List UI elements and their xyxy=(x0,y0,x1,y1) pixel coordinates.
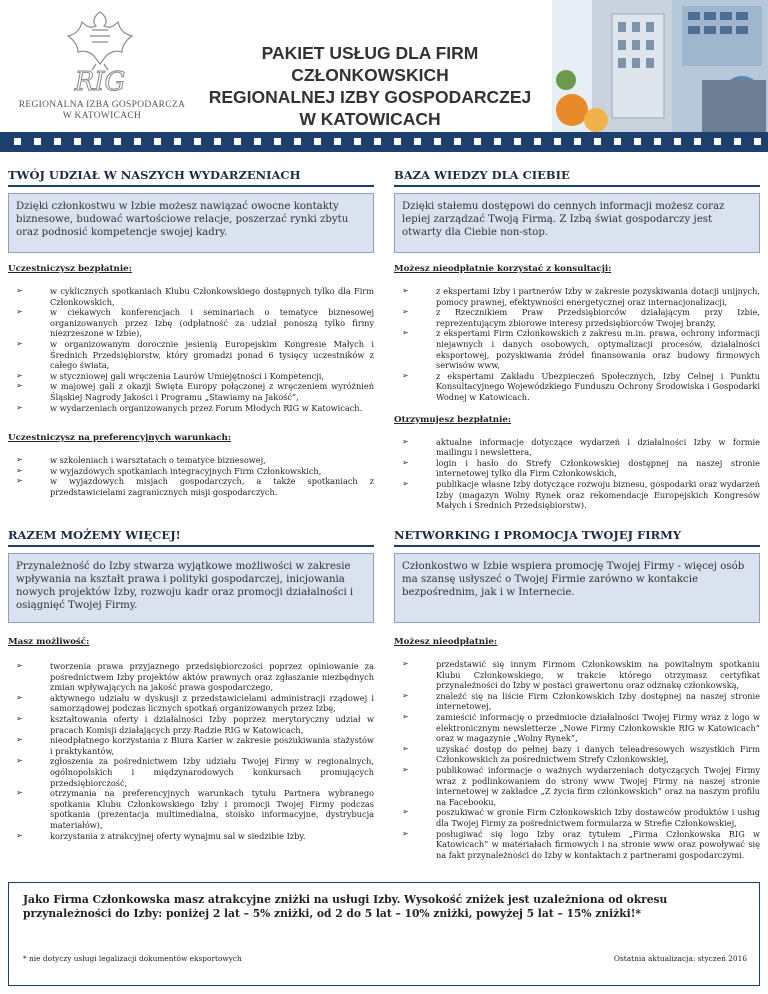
list-item-text: w cyklicznych spotkaniach Klubu Członkowskiego dostępnych tylko dla Firm Członkowskich, xyxy=(50,286,374,307)
list-item xyxy=(8,286,374,307)
list-item xyxy=(8,307,374,339)
list-item xyxy=(394,286,760,307)
band-square xyxy=(754,138,761,145)
section-intro: Członkostwo w Izbie wspiera promocję Twojej Firmy - więcej osób ma szansę usłyszeć o Twojej Firmie zarówno w kontakcie bezpośrednim, jak i w Internecie. xyxy=(394,553,760,623)
arrow-bullet-icon: ➢ xyxy=(402,743,409,753)
band-square xyxy=(174,138,181,145)
bullet-list xyxy=(394,659,760,860)
list-item-text: posługiwać się logo Izby oraz tytułem „Firma Członkowska RIG w Katowicach” w materiałach firmowych i na stronie www oraz powoływać się na fakt przynależności do Izby w kontaktach z partnerami gospodarczymi. xyxy=(436,828,760,860)
section-intro: Dzięki członkostwu w Izbie możesz nawiązać owocne kontakty biznesowe, budować wartościowe relacje, poszerzać rynki zbytu oraz podnosić kompetencje swojej kadry. xyxy=(8,193,374,253)
list-item-text: w wydarzeniach organizowanych przez Forum Młodych RIG w Katowicach. xyxy=(50,402,363,413)
arrow-bullet-icon: ➢ xyxy=(402,286,409,295)
list-item xyxy=(394,691,760,712)
subheading: Otrzymujesz bezpłatnie: xyxy=(394,414,512,425)
section-intro: Dzięki stałemu dostępowi do cennych informacji możesz coraz lepiej zarządzać Twoją Firmą. Z Izbą świat gospodarczy jest otwarty dla Ciebie non-stop. xyxy=(394,193,760,253)
arrow-bullet-icon: ➢ xyxy=(16,381,23,391)
list-item-text: login i hasło do Strefy Członkowskiej dostępnej na naszej stronie internetowej tylko dla Firm Członkowskich, xyxy=(436,457,760,479)
list-item xyxy=(8,693,374,714)
list-item-text: w majowej gali z okazji Święta Europy połączonej z wręczeniem wyróżnień Śląskiej Nagrody Jakości i Programu „Stawiamy na Jakość”, xyxy=(50,381,374,402)
section-knowledge xyxy=(394,168,760,511)
list-item-text: korzystania z atrakcyjnej oferty wynajmu sal w siedzibie Izby. xyxy=(50,830,306,841)
list-item xyxy=(394,829,760,861)
list-item-text: kształtowania oferty i działalności Izby poprzez merytoryczny udział w pracach Komisji działających przy Radzie RIG w Katowicach, xyxy=(50,713,374,735)
list-item xyxy=(394,479,760,511)
list-item xyxy=(8,371,374,382)
band-square xyxy=(434,138,441,145)
divider-band xyxy=(0,132,768,152)
subheading: Uczestniczysz na preferencyjnych warunkach: xyxy=(8,433,232,444)
section-title: RAZEM MOŻEMY WIĘCEJ! xyxy=(8,528,374,547)
list-item xyxy=(8,661,374,693)
section-title: TWÓJ UDZIAŁ W NASZYCH WYDARZENIACH xyxy=(8,168,374,187)
list-item xyxy=(394,712,760,744)
arrow-bullet-icon: ➢ xyxy=(402,807,409,817)
list-item-text: w styczniowej gali wręczenia Laurów Umiejętności i Kompetencji, xyxy=(50,370,325,381)
arrow-bullet-icon: ➢ xyxy=(16,455,23,465)
header-photo-collage xyxy=(552,0,768,132)
band-square xyxy=(594,138,601,145)
list-item xyxy=(8,714,374,735)
page-header xyxy=(0,0,768,132)
list-item xyxy=(394,659,760,691)
arrow-bullet-icon: ➢ xyxy=(402,328,409,338)
list-item-text: w szkoleniach i warsztatach o tematyce biznesowej, xyxy=(50,455,266,466)
arrow-bullet-icon: ➢ xyxy=(16,661,23,670)
list-item-text: zamieścić informację o przedmiocie działalności Twojej Firmy wraz z logo w elektronicznym newsletterze „Nowe Firmy Członkowskie RIG w Katowicach” oraz w magazynie „Wolny Rynek”, xyxy=(436,711,760,744)
list-item xyxy=(394,458,760,479)
list-item xyxy=(8,339,374,371)
band-square xyxy=(534,138,541,145)
list-item-text: z Rzecznikiem Praw Przedsiębiorców działającym przy Izbie, reprezentującym zbiorowe interesy przedsiębiorców Twojej branży, xyxy=(436,307,760,328)
list-item xyxy=(394,437,760,458)
band-square xyxy=(254,138,261,145)
band-square xyxy=(354,138,361,145)
list-item-text: poszukiwać w gronie Firm Członkowskich Izby dostawców produktów i usług dla Twojej Firmy za pośrednictwem formularza w Strefie Członkowskiej, xyxy=(436,807,760,828)
band-square xyxy=(694,138,701,145)
list-item xyxy=(8,476,374,497)
section-together xyxy=(8,528,374,841)
list-item xyxy=(8,455,374,466)
list-item-text: z ekspertami Izby i partnerów Izby w zakresie pozyskiwania dotacji unijnych, pomocy prawnej, efektywności energetycznej oraz internacjonalizacji, xyxy=(436,286,760,307)
band-square xyxy=(554,138,561,145)
subheading: Uczestniczysz bezpłatnie: xyxy=(8,264,132,274)
section-events xyxy=(8,168,374,498)
list-item-text: z ekspertami Zakładu Ubezpieczeń Społecznych, Izby Celnej i Punktu Konsultacyjnego Wojewódzkiego Funduszu Ochrony Środowiska i Gospodarki Wodnej w Katowicach. xyxy=(436,370,760,402)
list-item-text: aktualne informacje dotyczące wydarzeń i działalności Izby w formie mailingu i newslettera, xyxy=(436,436,760,458)
bullet-list xyxy=(394,437,760,511)
band-square xyxy=(454,138,461,145)
arrow-bullet-icon: ➢ xyxy=(402,828,409,838)
list-item-text: w ciekawych konferencjach i seminariach o tematyce biznesowej organizowanych przez Izbę (odpłatność za udział ponoszą tylko firmy niezrzeszone w Izbie), xyxy=(50,307,374,339)
list-item-text: z ekspertami Firm Członkowskich z zakresu m.in. prawa, ochrony informacji niejawnych i danych osobowych, optymalizacji procesów, działalności eksportowej, pozyskiwania źródeł finansowania oraz budowy firmowych serwisów www, xyxy=(436,328,760,371)
band-square xyxy=(514,138,521,145)
list-item xyxy=(8,831,374,842)
band-square xyxy=(114,138,121,145)
subheading: Możesz nieodpłatnie: xyxy=(394,637,498,647)
list-item xyxy=(394,328,760,370)
svg-text:RIG: RIG xyxy=(74,67,126,97)
arrow-bullet-icon: ➢ xyxy=(16,830,23,840)
arrow-bullet-icon: ➢ xyxy=(402,457,409,467)
arrow-bullet-icon: ➢ xyxy=(16,735,23,745)
bullet-list xyxy=(8,455,374,497)
arrow-bullet-icon: ➢ xyxy=(16,788,23,798)
list-item-text: nieodpłatnego korzystania z Biura Karier w zakresie poszukiwania stażystów i praktykantów, xyxy=(50,735,374,756)
arrow-bullet-icon: ➢ xyxy=(16,338,23,348)
arrow-bullet-icon: ➢ xyxy=(16,713,23,723)
band-square xyxy=(234,138,241,145)
band-square xyxy=(394,138,401,145)
arrow-bullet-icon: ➢ xyxy=(16,370,23,380)
band-square xyxy=(734,138,741,145)
band-square xyxy=(214,138,221,145)
list-item xyxy=(394,765,760,807)
bullet-list xyxy=(8,661,374,841)
band-square xyxy=(614,138,621,145)
org-name: REGIONALNA IZBA GOSPODARCZA xyxy=(18,100,186,110)
list-item xyxy=(394,307,760,328)
update-date: Ostatnia aktualizacja: styczeń 2016 xyxy=(613,954,747,963)
arrow-bullet-icon: ➢ xyxy=(402,436,409,446)
list-item-text: w wyjazdowych misjach gospodarczych, a także spotkaniach z przedstawicielami zagranicznych misji gospodarczych. xyxy=(50,476,374,497)
list-item-text: znaleźć się na liście Firm Członkowskich Izby dostępnej na naszej stronie internetowej, xyxy=(436,690,760,712)
arrow-bullet-icon: ➢ xyxy=(402,764,409,774)
title-line-2: REGIONALNEJ IZBY GOSPODARCZEJ xyxy=(208,87,532,107)
band-square xyxy=(674,138,681,145)
arrow-bullet-icon: ➢ xyxy=(402,711,409,721)
band-square xyxy=(414,138,421,145)
list-item-text: aktywnego udziału w dyskusji z przedstawicielami administracji rządowej i samorządowej podczas licznych spotkań organizowanych przez Izbę, xyxy=(50,692,374,714)
arrow-bullet-icon: ➢ xyxy=(402,370,409,380)
list-item xyxy=(8,756,374,788)
arrow-bullet-icon: ➢ xyxy=(16,402,23,412)
list-item-text: otrzymania na preferencyjnych warunkach tytułu Partnera wybranego spotkania Klubu Członkowskiego Izby i promocji Twojej Firmy podczas spotkania (prezentacja multimedialna, stoisko informacyjne, dystrybucja materiałów), xyxy=(50,788,374,830)
band-square xyxy=(194,138,201,145)
bullet-list xyxy=(394,286,760,403)
arrow-bullet-icon: ➢ xyxy=(402,659,409,668)
band-square xyxy=(334,138,341,145)
section-intro: Przynależność do Izby stwarza wyjątkowe możliwości w zakresie wpływania na kształt prawa i polityki gospodarczej, inicjowania nowych projektów Izby, rozwoju kadr oraz promocji działalności i osiągnięć Twojej Firmy. xyxy=(8,553,374,623)
rig-logo xyxy=(12,6,186,124)
band-square xyxy=(634,138,641,145)
arrow-bullet-icon: ➢ xyxy=(402,307,409,317)
band-square xyxy=(134,138,141,145)
section-title: BAZA WIEDZY DLA CIEBIE xyxy=(394,168,760,187)
list-item-text: w organizowanym dorocznie jesienią Europejskim Kongresie Małych i Średnich Przedsiębiorstw, który gromadzi ponad 6 tysięcy uczestników z całego świata, xyxy=(50,338,374,371)
list-item-text: w wyjazdowych spotkaniach integracyjnych Firm Członkowskich, xyxy=(50,465,322,476)
list-item-text: przedstawić się innym Firmom Członkowskim na powitalnym spotkaniu Klubu Członkowskiego, w trakcie którego otrzymasz certyfikat przynależności do Izby w postaci grawertonu oraz odznakę członkowską, xyxy=(436,659,760,691)
title-line-1: PAKIET USŁUG DLA FIRM CZŁONKOWSKICH xyxy=(261,43,479,85)
band-square xyxy=(54,138,61,145)
arrow-bullet-icon: ➢ xyxy=(16,286,23,295)
org-city: W KATOWICACH xyxy=(62,111,142,121)
list-item xyxy=(394,807,760,828)
footnote: * nie dotyczy usługi legalizacji dokumentów eksportowych xyxy=(23,954,242,963)
section-networking xyxy=(394,528,760,860)
band-square xyxy=(374,138,381,145)
arrow-bullet-icon: ➢ xyxy=(16,692,23,702)
arrow-bullet-icon: ➢ xyxy=(16,307,23,317)
arrow-bullet-icon: ➢ xyxy=(402,478,409,488)
band-square xyxy=(494,138,501,145)
eagle-crest-icon xyxy=(52,6,148,98)
bullet-list xyxy=(8,286,374,413)
band-square xyxy=(654,138,661,145)
title-line-3: W KATOWICACH xyxy=(299,109,441,129)
section-title: NETWORKING I PROMOCJA TWOJEJ FIRMY xyxy=(394,528,760,547)
discount-footer xyxy=(8,882,760,986)
list-item-text: uzyskać dostęp do pełnej bazy i danych teleadresowych wszystkich Firm Członkowskich za pośrednictwem Strefy Członkowskiej, xyxy=(436,743,760,765)
band-square xyxy=(14,138,21,145)
band-square xyxy=(314,138,321,145)
band-square xyxy=(574,138,581,145)
list-item-text: publikacje własne Izby dotyczące rozwoju biznesu, gospodarki oraz wydarzeń Izby (magazyn Wolny Rynek oraz rekomendacje Europejskich Kongresów Małych i Średnich Przedsiębiorstw). xyxy=(436,478,760,511)
band-square xyxy=(154,138,161,145)
list-item-text: tworzenia prawa przyjaznego przedsiębiorczości poprzez opiniowanie za pośrednictwem Izby projektów aktów prawnych oraz zgłaszanie niezbędnych zmian wpływających na jakość prawa gospodarczego, xyxy=(50,661,374,693)
arrow-bullet-icon: ➢ xyxy=(16,465,23,475)
arrow-bullet-icon: ➢ xyxy=(16,476,23,486)
band-square xyxy=(474,138,481,145)
list-item-text: publikować informacje o ważnych wydarzeniach dotyczących Twojej Firmy wraz z podlinkowaniem do strony www Twojej Firmy na naszej stronie internetowej w zakładce „Z życia firm członkowskich” oraz na naszym profilu na Facebooku, xyxy=(436,764,760,807)
band-square xyxy=(274,138,281,145)
discount-text: Jako Firma Członkowska masz atrakcyjne zniżki na usługi Izby. Wysokość zniżek jest uzależniona od okresu przynależności do Izby: poniżej 2 lat – 5% zniżki, od 2 do 5 lat – 10% zniżki, powyżej 5 lat – 15% zniżki!* xyxy=(23,893,668,920)
band-square xyxy=(94,138,101,145)
list-item xyxy=(394,371,760,403)
list-item-text: zgłoszenia za pośrednictwem Izby udziału Twojej Firmy w regionalnych, ogólnopolskich i międzynarodowych konkursach promujących przedsiębiorczość, xyxy=(50,756,374,788)
list-item xyxy=(8,788,374,830)
page-title xyxy=(190,42,550,130)
band-square xyxy=(74,138,81,145)
arrow-bullet-icon: ➢ xyxy=(402,690,409,700)
list-item xyxy=(8,403,374,414)
list-item xyxy=(8,381,374,402)
subheading: Możesz nieodpłatnie korzystać z konsultacji: xyxy=(394,264,612,274)
band-square xyxy=(714,138,721,145)
list-item xyxy=(394,744,760,765)
subheading: Masz możliwość: xyxy=(8,637,90,647)
list-item xyxy=(8,735,374,756)
list-item xyxy=(8,466,374,477)
band-square xyxy=(294,138,301,145)
arrow-bullet-icon: ➢ xyxy=(16,756,23,766)
band-square xyxy=(34,138,41,145)
